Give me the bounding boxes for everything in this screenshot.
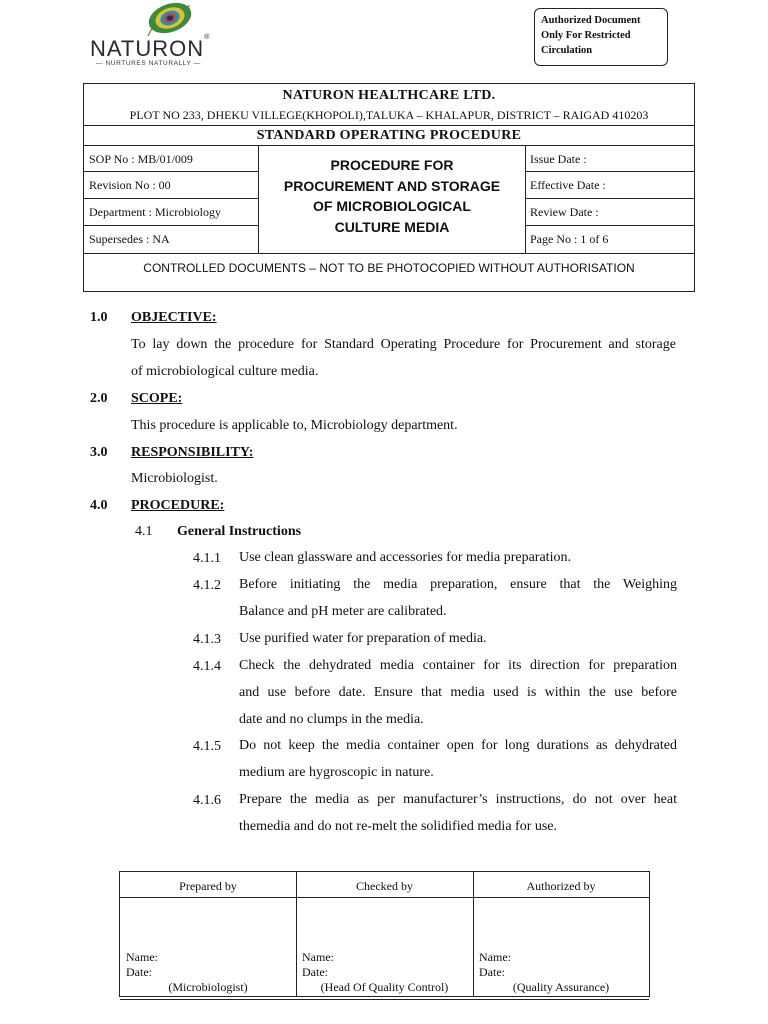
- date-label: Date:: [302, 965, 328, 979]
- text-line: To lay down the procedure for Standard Operating Procedure for Procurement and storage: [131, 337, 676, 352]
- role-label: (Microbiologist): [168, 980, 248, 994]
- sop-header-table: [83, 83, 695, 292]
- section-heading: [90, 498, 108, 514]
- brand-name: NATURON®: [90, 34, 211, 61]
- brand-tagline: — NURTURES NATURALLY —: [96, 60, 201, 67]
- subsection-title: General Instructions: [177, 524, 302, 539]
- divider: [84, 171, 258, 172]
- list-item: [239, 626, 677, 653]
- prepared-by-column: [120, 872, 296, 996]
- sop-title: STANDARD OPERATING PROCEDURE: [256, 128, 522, 143]
- section-number: 1.0: [90, 310, 108, 325]
- scope-text: This procedure is applicable to, Microbiology department.: [131, 418, 458, 433]
- auth-line: Circulation: [541, 45, 593, 56]
- page-number: Page No : 1 of 6: [530, 232, 609, 246]
- text-line: Before initiating the media preparation, ensure that the Weighing: [239, 577, 677, 592]
- item-number: 4.1.2: [193, 578, 221, 593]
- date-label: Date:: [479, 965, 505, 979]
- section-number: 2.0: [90, 391, 108, 406]
- section-title: RESPONSIBILITY:: [131, 445, 254, 460]
- column-header: Authorized by: [526, 879, 596, 893]
- divider: [525, 171, 694, 172]
- section-heading: [90, 310, 108, 326]
- text-line: medium are hygroscopic in nature.: [239, 764, 434, 780]
- section-title: PROCEDURE:: [131, 498, 225, 513]
- issue-date: Issue Date :: [530, 152, 587, 166]
- checked-by-column: [296, 872, 473, 996]
- text-line: and use before date. Ensure that media used is within the use before: [239, 684, 677, 700]
- procedure-title-line: PROCUREMENT AND STORAGE: [283, 177, 501, 194]
- item-number: 4.1.4: [193, 659, 221, 674]
- section-heading: [131, 445, 253, 461]
- text-line: Do not keep the media container open for long durations as dehydrated: [239, 738, 677, 753]
- text-line: Prepare the media as per manufacturer’s instructions, do not over heat: [239, 792, 677, 807]
- subsection-number: 4.1: [135, 524, 153, 539]
- authorized-by-column: [473, 872, 649, 996]
- text-line: Check the dehydrated media container for its direction for preparation: [239, 658, 677, 673]
- section-heading: [90, 445, 108, 461]
- text-line: Use clean glassware and accessories for media preparation.: [239, 550, 571, 565]
- item-number: 4.1.5: [193, 739, 221, 754]
- list-item: [239, 653, 677, 733]
- effective-date: Effective Date :: [530, 178, 606, 192]
- text-line: of microbiological culture media.: [131, 363, 319, 379]
- auth-line: Only For Restricted: [541, 30, 631, 41]
- procedure-title-line: PROCEDURE FOR: [330, 157, 454, 173]
- procedure-title-line: OF MICROBIOLOGICAL: [313, 198, 471, 214]
- name-label: Name:: [302, 950, 334, 964]
- divider: [84, 125, 694, 126]
- column-header: Checked by: [356, 879, 413, 893]
- section-title: OBJECTIVE:: [131, 310, 217, 325]
- signature-table: [119, 871, 650, 997]
- peacock-feather-icon: [140, 2, 196, 40]
- role-label: (Head Of Quality Control): [320, 980, 449, 994]
- item-number: 4.1.6: [193, 793, 221, 808]
- section-number: 4.0: [90, 498, 108, 513]
- objective-text: [131, 332, 676, 386]
- section-heading: [90, 391, 108, 407]
- divider: [84, 225, 258, 226]
- divider: [84, 145, 694, 146]
- divider: [525, 225, 694, 226]
- responsibility-text: Microbiologist.: [131, 471, 218, 486]
- text-line: Use purified water for preparation of media.: [239, 631, 487, 646]
- list-item: [239, 733, 677, 787]
- auth-line: Authorized Document: [541, 15, 641, 26]
- divider: [525, 145, 526, 253]
- section-heading: [131, 391, 182, 407]
- revision-number: Revision No : 00: [89, 178, 171, 192]
- item-number: 4.1.1: [193, 551, 221, 566]
- name-label: Name:: [126, 950, 158, 964]
- section-title: SCOPE:: [131, 391, 183, 406]
- divider: [84, 253, 694, 254]
- procedure-title-line: CULTURE MEDIA: [334, 218, 450, 235]
- authorized-document-box: [534, 8, 668, 66]
- divider: [84, 198, 258, 199]
- text-line: Balance and pH meter are calibrated.: [239, 603, 447, 619]
- list-item: [239, 572, 677, 626]
- role-label: (Quality Assurance): [512, 980, 610, 994]
- column-header: Prepared by: [179, 879, 237, 893]
- controlled-notice: CONTROLLED DOCUMENTS – NOT TO BE PHOTOCOPIED WITHOUT AUTHORISATION: [143, 261, 635, 275]
- item-number: 4.1.3: [193, 632, 221, 647]
- date-label: Date:: [126, 965, 152, 979]
- list-item: [239, 787, 677, 841]
- divider: [120, 999, 649, 1000]
- company-name: NATURON HEALTHCARE LTD.: [282, 88, 496, 103]
- section-number: 3.0: [90, 445, 108, 460]
- text-line: themedia and do not re-melt the solidified media for use.: [239, 818, 558, 834]
- supersedes: Supersedes : NA: [89, 232, 170, 246]
- list-item: [239, 545, 677, 572]
- name-label: Name:: [479, 950, 511, 964]
- sop-number: SOP No : MB/01/009: [89, 152, 193, 166]
- divider: [525, 198, 694, 199]
- review-date: Review Date :: [530, 205, 599, 219]
- section-heading: [131, 498, 224, 514]
- department: Department : Microbiology: [89, 205, 221, 219]
- procedure-title: [259, 155, 525, 237]
- text-line: date and no clumps in the media.: [239, 711, 424, 727]
- company-address: PLOT NO 233, DHEKU VILLEGE(KHOPOLI),TALUKA – KHALAPUR, DISTRICT – RAIGAD 410203: [129, 108, 649, 122]
- naturon-logo: [88, 2, 228, 70]
- section-heading: [131, 310, 217, 326]
